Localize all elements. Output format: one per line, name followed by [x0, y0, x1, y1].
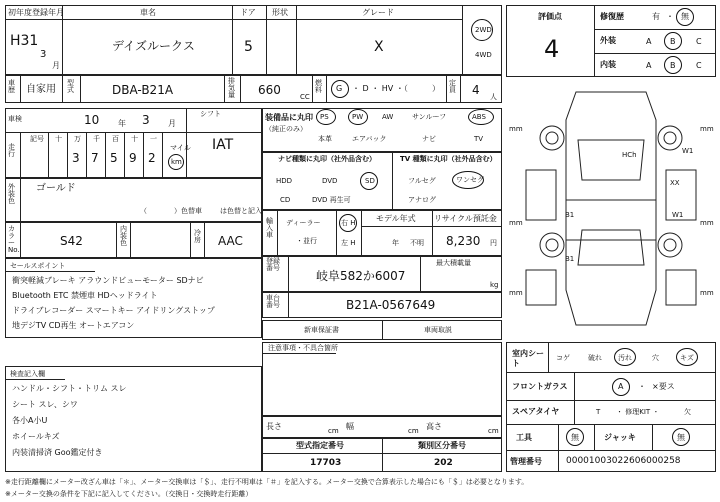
- score-label: 評価点: [538, 12, 562, 21]
- category-value: 自家用: [26, 84, 56, 95]
- diagram-mm-1: mm: [509, 125, 523, 133]
- room-yogore: 汚れ: [618, 354, 632, 362]
- model-year-label: モデル年式: [376, 214, 416, 223]
- int-a: A: [646, 61, 652, 70]
- color-paren-close: ）色替車: [174, 207, 202, 215]
- mgmt-value: 00001003022606000258: [566, 456, 681, 466]
- room-yabure: 破れ: [588, 354, 602, 362]
- odo-digit: 2: [148, 151, 156, 165]
- diagram-mm-3: mm: [509, 219, 523, 227]
- ext-b: B: [670, 37, 676, 46]
- spare-none: 欠: [684, 408, 691, 416]
- odo-place-label: 万: [74, 135, 81, 143]
- room-koge: コゲ: [556, 354, 570, 362]
- import-label: 輸入車: [266, 217, 273, 239]
- recycle-label: リサイクル預託金: [434, 214, 497, 223]
- import-dealer: ディーラー: [286, 219, 321, 227]
- footer-line1: ※走行距離欄にメーター改ざん車は「＊」、メーター交換車は「＄」、走行不明車は「＃」を記入する。メーター交換で合算表示した場合にも「＄」は必要となります。: [5, 478, 529, 486]
- chassis-value: B21A-0567649: [346, 298, 436, 312]
- inspection-month: 3: [142, 113, 150, 127]
- diagram-mm-2: mm: [700, 125, 714, 133]
- type-label: 型式指定番号: [296, 441, 344, 450]
- interior-color-label: 内装色: [120, 225, 127, 247]
- shift-label: シフト: [200, 110, 221, 118]
- grade-value: X: [374, 39, 384, 55]
- length-unit: cm: [328, 427, 339, 435]
- nav-hdd: HDD: [276, 177, 293, 185]
- first-reg-label: 初年度登録年月: [8, 8, 64, 17]
- model-label: 型式: [67, 79, 74, 94]
- sales-point-line: ドライブレコーダー スマートキー アイドリングストップ: [12, 306, 215, 315]
- color-no-label: カラーNo.: [8, 225, 20, 254]
- ext-a: A: [646, 37, 652, 46]
- inspector-note-line: ハンドル・シフト・トリム スレ: [12, 384, 127, 393]
- drive-2wd: 2WD: [475, 26, 492, 34]
- nav-dvd-playback: DVD 再生可: [312, 196, 351, 204]
- class-label: 類別区分番号: [418, 441, 466, 450]
- length-label: 長さ: [266, 422, 282, 431]
- int-c: C: [696, 61, 702, 70]
- glass-label: フロントガラス: [512, 382, 568, 391]
- registration-label: 登録番号: [266, 257, 280, 272]
- odo-divider: [105, 132, 106, 178]
- equipment-item: エアバック: [352, 135, 387, 143]
- room-kizu: キズ: [680, 354, 694, 362]
- equipment-item: 本革: [318, 135, 332, 143]
- notes-label: 注意事項・不具合箇所: [268, 344, 338, 352]
- new-warranty-label: 新車保証書: [304, 326, 339, 334]
- interior-grade-label: 内装: [600, 60, 616, 69]
- tool-label: 工具: [516, 433, 532, 442]
- tv-fullseg: フルセグ: [408, 177, 436, 185]
- jack-label: ジャッキ: [604, 433, 636, 442]
- mark-hch: HCh: [622, 151, 637, 159]
- shape-label: 形状: [272, 8, 288, 17]
- repair-label: 修復歴: [600, 12, 624, 21]
- sales-points-label: セールスポイント: [10, 262, 66, 270]
- name-label: 車名: [140, 8, 156, 17]
- inspector-notes-label: 検査記入欄: [10, 370, 45, 378]
- inspector-note-line: 内装清掃済 Goo鑑定付き: [12, 448, 103, 457]
- model-value: DBA-B21A: [112, 83, 174, 97]
- odo-place-label: 十: [55, 135, 62, 143]
- spare-label: スペアタイヤ: [512, 407, 560, 416]
- odo-divider: [143, 132, 144, 178]
- first-reg-month: 3: [40, 49, 47, 60]
- nav-sd: SD: [365, 177, 375, 185]
- nav-cd: CD: [280, 196, 291, 204]
- repair-no: 無: [681, 12, 689, 21]
- odo-divider: [86, 132, 87, 178]
- odo-label: 走行: [8, 143, 15, 158]
- spare-kit: ・ 修理KIT ・: [616, 408, 660, 416]
- fuel-label: 燃料: [315, 79, 322, 94]
- displacement-label: 排気量: [228, 77, 235, 99]
- odo-divider: [124, 132, 125, 178]
- max-load-unit: kg: [490, 281, 499, 289]
- odo-digit: 7: [91, 151, 99, 165]
- chassis-label: 車台番号: [266, 294, 280, 309]
- category-label: 車歴: [8, 79, 15, 94]
- car-outline-icon: [506, 80, 716, 340]
- model-year-unit: 年: [392, 239, 399, 247]
- odo-place-label: 一: [150, 135, 157, 143]
- inspection-month-unit: 月: [168, 119, 176, 128]
- odo-place-label: 百: [112, 135, 119, 143]
- import-parallel: ・並行: [296, 237, 317, 245]
- color-paren-open: （: [140, 207, 147, 215]
- odo-col-label: 記号: [30, 135, 44, 143]
- width-label: 幅: [346, 422, 354, 431]
- capacity-label: 定員: [449, 79, 456, 94]
- inspection-year: 10: [84, 113, 100, 127]
- inspector-note-line: 各小A小U: [12, 416, 48, 425]
- room-label: 室内シート: [512, 349, 544, 368]
- odo-divider: [162, 132, 163, 178]
- displacement-value: 660: [258, 83, 281, 97]
- footer-line2: ※メーター交換の条件を下記に記入してください。（交換日・交換時走行距離）: [5, 490, 253, 498]
- glass-replace: ×要ス: [652, 382, 675, 391]
- equipment-title: 装備品に丸印: [265, 113, 313, 122]
- inspection-label: 車検: [8, 115, 22, 123]
- handle-left: 左 H: [341, 239, 356, 247]
- equipment-item: サンルーフ: [412, 113, 447, 121]
- nav-dvd: DVD: [322, 177, 338, 185]
- capacity-unit: 人: [490, 93, 497, 101]
- door-value: 5: [244, 39, 253, 55]
- width-unit: cm: [408, 427, 419, 435]
- aircon-label: 冷房: [194, 229, 201, 244]
- mark-xx: XX: [670, 179, 680, 187]
- odo-divider: [67, 132, 68, 178]
- type-value: 17703: [310, 458, 342, 468]
- registration-value: 岐阜582か6007: [316, 269, 406, 283]
- sales-point-line: 衝突軽減ブレーキ アラウンドビューモーター SDナビ: [12, 276, 204, 285]
- aircon-value: AAC: [218, 234, 243, 248]
- glass-sep: ・: [638, 382, 646, 391]
- manual-label: 車両取説: [424, 326, 452, 334]
- fuel-options: ・ D ・ HV ・（: [352, 84, 408, 93]
- equipment-item: TV: [474, 135, 484, 143]
- class-value: 202: [434, 458, 453, 468]
- mark-w1-front: W1: [682, 147, 694, 155]
- odo-place-label: 十: [131, 135, 138, 143]
- exterior-color-value: ゴールド: [36, 183, 76, 194]
- equipment-item: PW: [352, 113, 364, 121]
- fuel-close: ）: [432, 84, 440, 93]
- odo-digit: 5: [110, 151, 118, 165]
- fuel-g: G: [336, 84, 343, 93]
- odo-digit: 3: [72, 151, 80, 165]
- nav-title: ナビ種類に丸印（社外品含む）: [278, 155, 376, 163]
- exterior-grade-label: 外装: [600, 36, 616, 45]
- mark-b1-door: B1: [565, 211, 575, 219]
- diagram-mm-4: mm: [700, 219, 714, 227]
- diagram-mm-5: mm: [509, 289, 523, 297]
- sales-point-line: Bluetooth ETC 禁煙車 HDヘッドライト: [12, 291, 158, 300]
- displacement-unit: CC: [300, 93, 310, 101]
- capacity-value: 4: [472, 83, 480, 97]
- inspector-note-line: ホイールキズ: [12, 432, 60, 441]
- spare-t: T: [596, 408, 601, 416]
- recycle-unit: 円: [490, 239, 497, 247]
- sales-point-line: 地デジTV CD再生 オートエアコン: [12, 321, 135, 330]
- first-reg-era: H31: [10, 33, 39, 49]
- mark-b1-rear: B1: [565, 255, 575, 263]
- height-label: 高さ: [426, 422, 442, 431]
- ext-c: C: [696, 37, 702, 46]
- color-note: は色替と記入: [220, 207, 262, 215]
- odo-unit-mile: マイル: [170, 144, 191, 152]
- door-label: ドア: [240, 8, 256, 17]
- color-no-value: S42: [60, 234, 83, 248]
- inspector-note-line: シート スレ、シワ: [12, 400, 78, 409]
- tv-title: TV 種類に丸印（社外品含む）: [400, 155, 497, 163]
- repair-sep: ・: [666, 12, 674, 21]
- model-year-value: 不明: [410, 239, 424, 247]
- room-ana: 穴: [652, 354, 659, 362]
- tv-oneseg: ワンセグ: [456, 176, 484, 184]
- handle-right: 右 H: [341, 219, 356, 227]
- shift-value: IAT: [212, 137, 234, 153]
- mgmt-label: 管理番号: [510, 457, 542, 466]
- glass-a: A: [618, 382, 624, 391]
- equipment-item: ナビ: [422, 135, 436, 143]
- dimensions-box: [262, 416, 502, 438]
- score-value: 4: [544, 35, 560, 63]
- diagram-mm-6: mm: [700, 289, 714, 297]
- equipment-item: ABS: [472, 113, 486, 121]
- odo-digit: 9: [129, 151, 137, 165]
- max-load-label: 最大積載量: [436, 259, 471, 267]
- tv-analog: アナログ: [408, 196, 436, 204]
- drive-4wd: 4WD: [475, 51, 492, 59]
- first-reg-month-unit: 月: [52, 61, 60, 70]
- odo-unit-km: km: [171, 158, 182, 166]
- equipment-subtitle: （純正のみ）: [265, 125, 307, 133]
- recycle-value: 8,230: [446, 234, 481, 248]
- car-name: デイズルークス: [112, 39, 195, 53]
- tool-value: 無: [571, 433, 579, 442]
- jack-value: 無: [677, 433, 685, 442]
- equipment-item: PS: [320, 113, 329, 121]
- height-unit: cm: [488, 427, 499, 435]
- equipment-item: AW: [382, 113, 394, 121]
- odo-place-label: 千: [93, 135, 100, 143]
- exterior-label: 外装色: [8, 183, 15, 205]
- int-b: B: [670, 61, 676, 70]
- inspection-year-unit: 年: [118, 119, 126, 128]
- mark-w1-rear: W1: [672, 211, 684, 219]
- repair-yes: 有: [652, 12, 660, 21]
- grade-label: グレード: [362, 8, 394, 17]
